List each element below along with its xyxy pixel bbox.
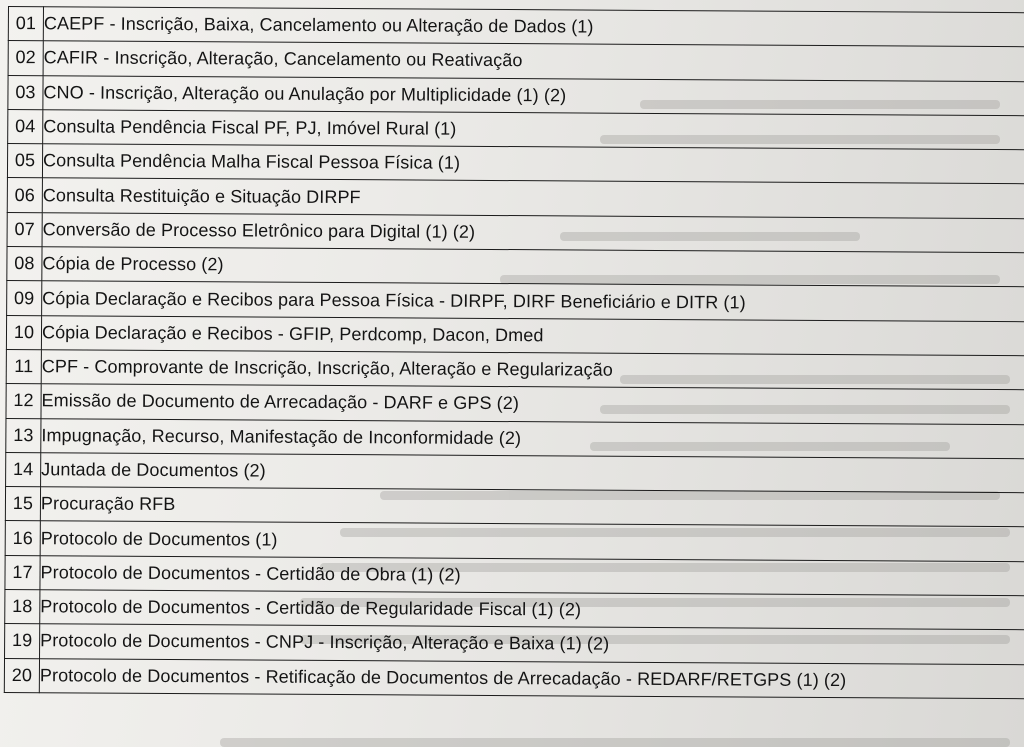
table-row (4, 658, 1024, 699)
services-table (4, 6, 1024, 699)
row-number: 20 (4, 658, 39, 693)
row-number: 04 (8, 109, 43, 144)
row-number: 13 (6, 418, 41, 453)
row-number: 03 (8, 75, 43, 110)
row-number: 16 (5, 521, 40, 556)
row-description: Emissão de Documento de Arrecadação - DARF e GPS (2) (41, 384, 1024, 424)
row-description: Protocolo de Documentos - Retificação de Documentos de Arrecadação - REDARF/RETGPS (1) (2) (39, 658, 1024, 698)
row-description: Consulta Pendência Malha Fiscal Pessoa Física (1) (42, 144, 1024, 184)
row-description: Procuração RFB (40, 487, 1024, 527)
row-description: Consulta Pendência Fiscal PF, PJ, Imóvel Rural (1) (43, 110, 1024, 150)
row-number: 02 (8, 41, 43, 76)
row-number: 05 (7, 144, 42, 179)
row-description: Protocolo de Documentos - Certidão de Regularidade Fiscal (1) (2) (40, 590, 1024, 630)
row-description: Protocolo de Documentos - Certidão de Obra (1) (2) (40, 555, 1024, 595)
row-number: 06 (7, 178, 42, 213)
row-number: 18 (5, 590, 40, 625)
row-number: 01 (8, 7, 43, 42)
row-description: Consulta Restituição e Situação DIRPF (42, 178, 1024, 218)
row-number: 19 (5, 624, 40, 659)
row-number: 12 (6, 384, 41, 419)
row-number: 14 (6, 452, 41, 487)
row-description: Juntada de Documentos (2) (41, 453, 1024, 493)
row-description: Conversão de Processo Eletrônico para Digital (1) (2) (42, 212, 1024, 252)
row-description: Cópia Declaração e Recibos para Pessoa Física - DIRPF, DIRF Beneficiário e DITR (1) (42, 281, 1024, 321)
row-description: CNO - Inscrição, Alteração ou Anulação por Multiplicidade (1) (2) (43, 75, 1024, 115)
row-number: 07 (7, 212, 42, 247)
row-description: Protocolo de Documentos (1) (40, 521, 1024, 561)
row-number: 08 (7, 247, 42, 282)
row-number: 11 (6, 349, 41, 384)
row-description: Impugnação, Recurso, Manifestação de Inconformidade (2) (41, 418, 1024, 458)
row-description: CAFIR - Inscrição, Alteração, Cancelamento ou Reativação (43, 41, 1024, 81)
row-number: 09 (7, 281, 42, 316)
row-description: Cópia Declaração e Recibos - GFIP, Perdcomp, Dacon, Dmed (41, 315, 1024, 355)
row-number: 15 (5, 487, 40, 522)
row-description: Cópia de Processo (2) (42, 247, 1024, 287)
row-description: CAEPF - Inscrição, Baixa, Cancelamento ou Alteração de Dados (1) (43, 7, 1024, 47)
row-number: 10 (6, 315, 41, 350)
row-description: Protocolo de Documentos - CNPJ - Inscrição, Alteração e Baixa (1) (2) (40, 624, 1024, 664)
row-number: 17 (5, 555, 40, 590)
row-description: CPF - Comprovante de Inscrição, Inscrição, Alteração e Regularização (41, 350, 1024, 390)
